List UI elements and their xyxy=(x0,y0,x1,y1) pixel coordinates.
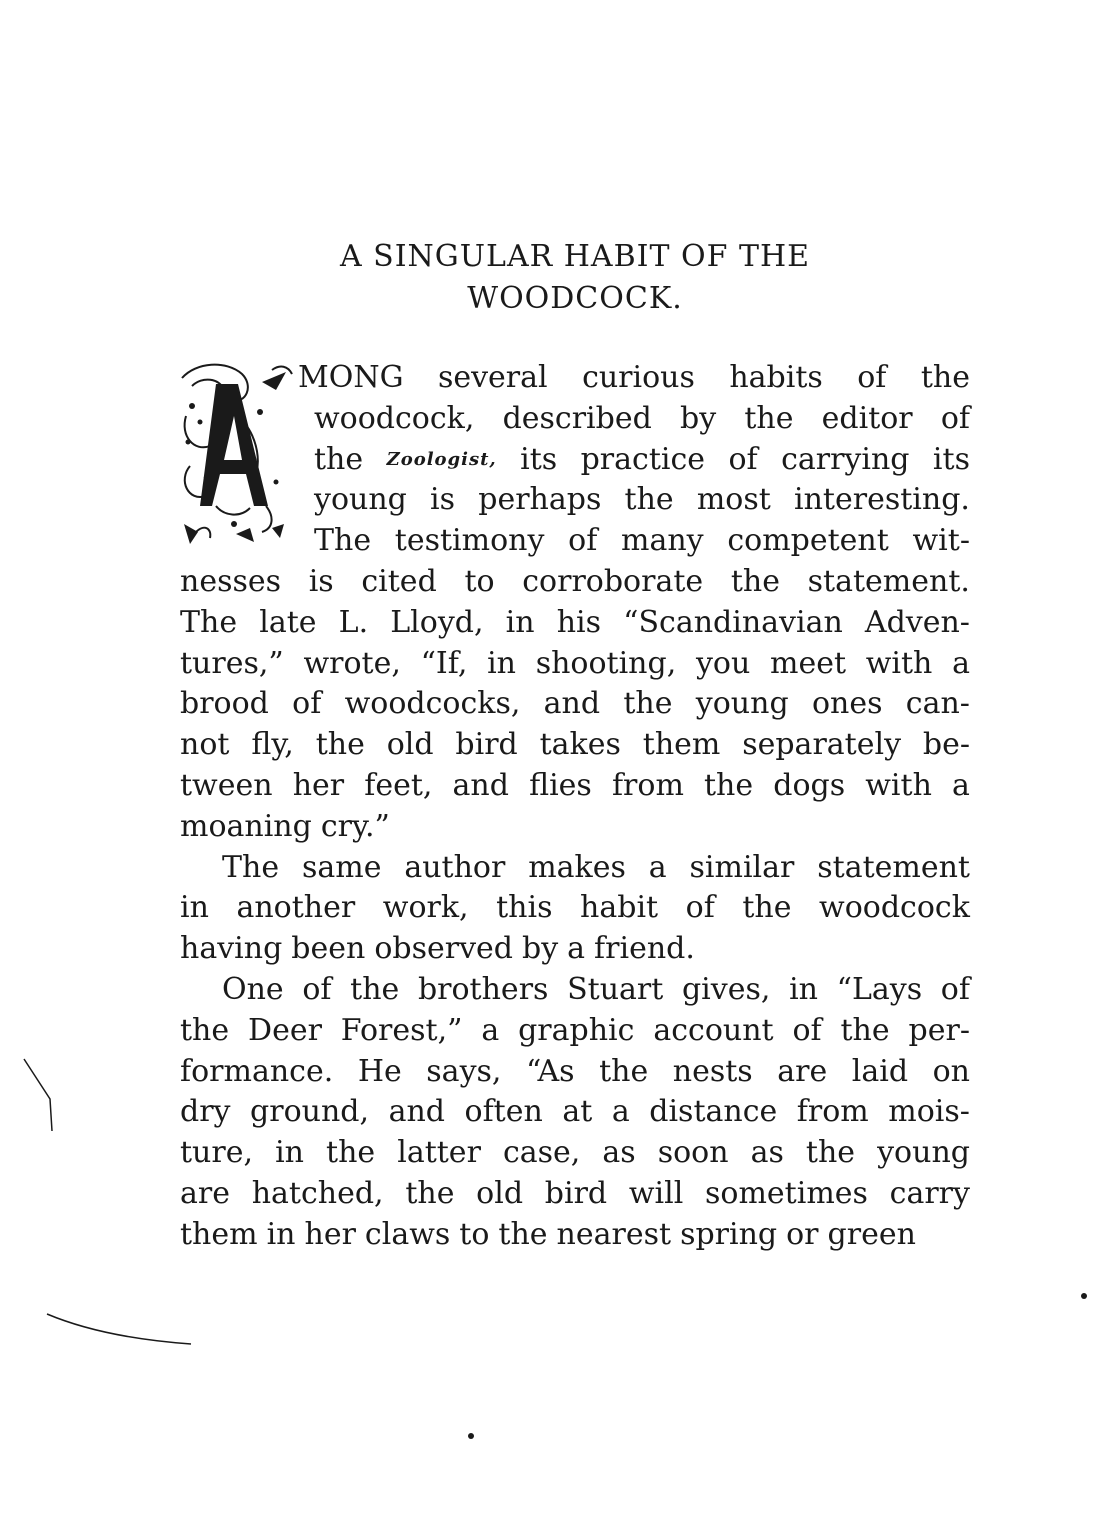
ornament-icon xyxy=(176,356,296,552)
text-line: moaning cry.” xyxy=(180,808,390,844)
text-line: are hatched, the old bird will sometimes carry xyxy=(180,1176,970,1211)
text-line: having been observed by a friend. xyxy=(180,931,695,967)
text-line: MONG several curious habits of the xyxy=(298,360,970,395)
text-line: The same author makes a similar statement xyxy=(222,849,970,885)
scan-mark xyxy=(45,1310,195,1350)
text-line: The late L. Lloyd, in his “Scandinavian Adven- xyxy=(180,604,970,640)
text-line: tween her feet, and flies from the dogs with a xyxy=(180,768,970,803)
text-line: the Deer Forest,” a graphic account of the per- xyxy=(180,1012,970,1048)
text-line: woodcock, described by the editor of xyxy=(314,400,970,436)
ink-speck xyxy=(1078,1290,1090,1302)
scan-mark xyxy=(20,1055,56,1135)
text-line: nesses is cited to corroborate the statement. xyxy=(180,564,970,599)
ornamental-dropcap xyxy=(176,356,296,552)
text-line: tures,” wrote, “If, in shooting, you meet with a xyxy=(180,645,970,681)
text-line: them in her claws to the nearest spring or green xyxy=(180,1216,916,1252)
text-line: in another work, this habit of the woodcock xyxy=(180,890,970,926)
text-line: The testimony of many competent wit- xyxy=(314,523,970,559)
text-line: ture, in the latter case, as soon as the young xyxy=(180,1135,970,1171)
text-line: formance. He says, “As the nests are laid on xyxy=(180,1053,970,1089)
text-line: dry ground, and often at a distance from mois- xyxy=(180,1094,970,1130)
text-line: brood of woodcocks, and the young ones can- xyxy=(180,686,970,722)
text-line: not fly, the old bird takes them separately be- xyxy=(180,727,970,763)
text-line: young is perhaps the most interesting. xyxy=(314,482,970,518)
text-line: One of the brothers Stuart gives, in “Lays of xyxy=(222,972,970,1007)
text-line: the Zoologist, its practice of carrying its xyxy=(314,441,970,477)
page-title-line-2: WOODCOCK. xyxy=(467,281,683,316)
page-title-line-1: A SINGULAR HABIT OF THE xyxy=(339,239,811,274)
ink-speck xyxy=(465,1430,477,1442)
